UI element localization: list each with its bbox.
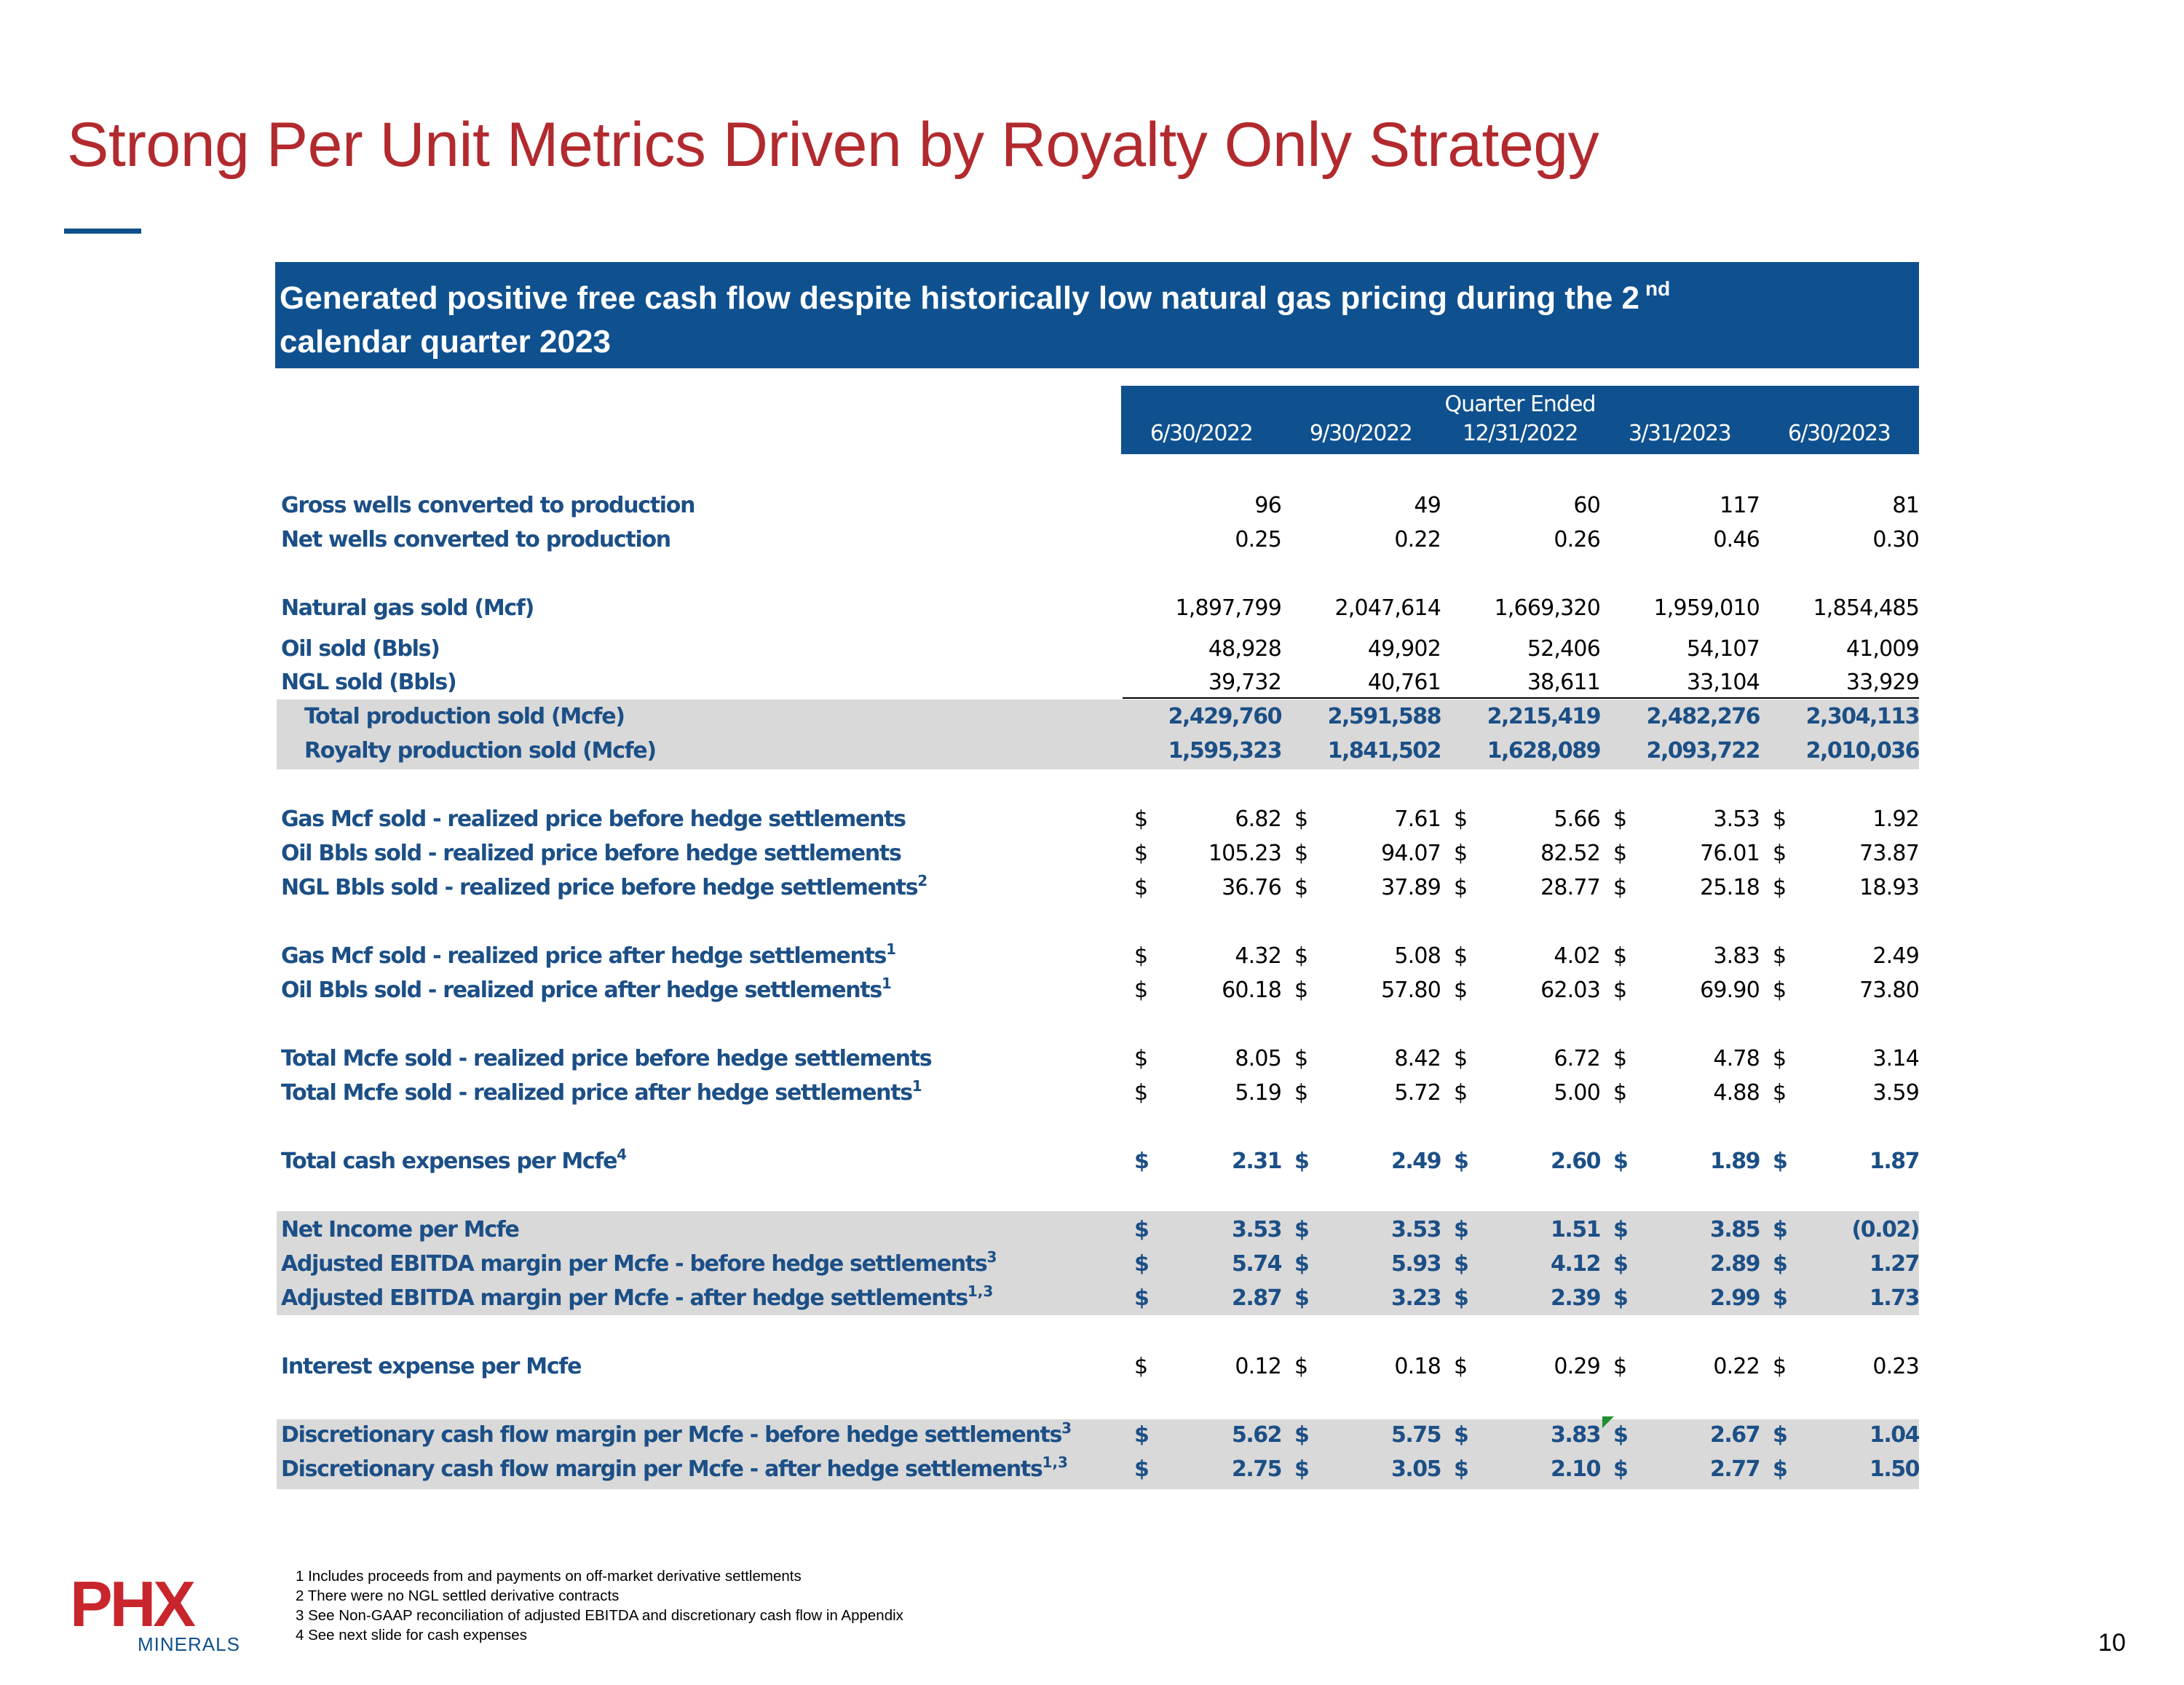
table-cell: 1.27	[1869, 1251, 1919, 1277]
banner-text: Generated positive free cash flow despite historically low natural gas pricing during the 2	[280, 280, 1640, 316]
currency-symbol: $	[1454, 1422, 1468, 1448]
cell-comment-marker	[1602, 1416, 1614, 1428]
table-cell: 4.02	[1554, 943, 1600, 969]
table-row	[0, 939, 2184, 973]
table-cell: 4.88	[1713, 1080, 1760, 1106]
row-label-text: Oil Bbls sold - realized price before hedge settlements	[281, 841, 901, 866]
row-label-text: Net wells converted to production	[281, 527, 670, 552]
table-cell: 36.76	[1222, 875, 1281, 900]
table-cell: 28.77	[1540, 875, 1600, 900]
table-cell: 5.75	[1390, 1422, 1441, 1448]
currency-symbol: $	[1613, 806, 1628, 832]
quarter-header	[1121, 386, 1919, 454]
table-cell: 2.87	[1231, 1285, 1281, 1311]
table-cell: 40,761	[1367, 670, 1441, 695]
currency-symbol: $	[1613, 1046, 1628, 1071]
row-label	[281, 1042, 931, 1076]
currency-symbol: $	[1773, 1354, 1787, 1379]
currency-symbol: $	[1454, 978, 1468, 1003]
row-label-text: Total Mcfe sold - realized price before hedge settlements	[281, 1046, 932, 1071]
table-cell: 5.74	[1231, 1251, 1281, 1277]
table-cell: 5.93	[1390, 1251, 1441, 1277]
table-cell: 2,047,614	[1334, 595, 1441, 621]
currency-symbol: $	[1294, 875, 1309, 900]
currency-symbol: $	[1773, 1456, 1787, 1482]
table-cell: 37.89	[1381, 875, 1441, 900]
table-cell: 1,841,502	[1327, 738, 1441, 764]
currency-symbol: $	[1454, 1080, 1468, 1106]
currency-symbol: $	[1773, 978, 1787, 1003]
currency-symbol: $	[1134, 1080, 1149, 1106]
row-label-text: Adjusted EBITDA margin per Mcfe - after hedge settlements	[281, 1285, 968, 1311]
table-row	[0, 1213, 2184, 1247]
table-cell: 69.90	[1700, 978, 1760, 1003]
table-cell: 5.08	[1394, 943, 1441, 969]
currency-symbol: $	[1294, 1080, 1309, 1106]
currency-symbol: $	[1294, 1251, 1309, 1277]
column-header-date: 12/31/2022	[1463, 421, 1578, 446]
table-cell: 62.03	[1540, 978, 1600, 1003]
table-cell: 8.05	[1235, 1046, 1281, 1071]
footnote-ref: 3	[986, 1248, 997, 1266]
row-label	[281, 1213, 519, 1247]
table-cell: 5.62	[1231, 1422, 1281, 1448]
table-cell: 94.07	[1381, 841, 1441, 866]
currency-symbol: $	[1613, 943, 1628, 969]
table-cell: 2,215,419	[1487, 704, 1600, 729]
headline-banner	[275, 262, 1919, 368]
footnotes	[296, 1566, 903, 1645]
table-cell: 2.89	[1709, 1251, 1760, 1277]
footnote-ref: 1,3	[1042, 1454, 1068, 1471]
table-row	[0, 1349, 2184, 1384]
table-cell: 5.19	[1235, 1080, 1281, 1106]
table-cell: 81	[1892, 493, 1919, 518]
table-cell: 73.80	[1859, 978, 1919, 1003]
currency-symbol: $	[1134, 1285, 1149, 1311]
row-label-text: Gross wells converted to production	[281, 493, 695, 518]
currency-symbol: $	[1134, 1422, 1149, 1448]
table-row	[0, 523, 2184, 557]
row-label	[281, 632, 440, 666]
row-label-text: Gas Mcf sold - realized price after hedge settlements	[281, 943, 887, 969]
footnote-ref: 1,3	[967, 1282, 994, 1300]
table-cell: 2.99	[1709, 1285, 1760, 1311]
currency-symbol: $	[1134, 1046, 1149, 1071]
table-cell: 0.29	[1554, 1354, 1600, 1379]
currency-symbol: $	[1294, 1046, 1309, 1071]
row-label-text: Oil sold (Bbls)	[281, 636, 440, 662]
banner-text-line2: calendar quarter 2023	[280, 324, 611, 360]
row-label	[281, 488, 695, 523]
row-label	[281, 973, 892, 1007]
table-cell: 18.93	[1859, 875, 1919, 900]
footnote: 2 There were no NGL settled derivative contracts	[296, 1587, 620, 1604]
row-label	[281, 1452, 1068, 1486]
table-cell: 82.52	[1540, 841, 1600, 866]
currency-symbol: $	[1134, 1217, 1149, 1242]
currency-symbol: $	[1134, 875, 1149, 900]
table-cell: 3.23	[1390, 1285, 1441, 1311]
row-label	[281, 871, 927, 905]
currency-symbol: $	[1454, 943, 1468, 969]
row-label	[281, 1281, 993, 1315]
row-label	[281, 939, 896, 973]
phx-minerals-logo	[70, 1568, 252, 1655]
table-cell: 3.14	[1872, 1046, 1919, 1071]
table-cell: 5.00	[1554, 1080, 1600, 1106]
table-cell: 1.04	[1869, 1422, 1919, 1448]
currency-symbol: $	[1454, 1046, 1468, 1071]
table-cell: 6.72	[1554, 1046, 1600, 1071]
currency-symbol: $	[1294, 1149, 1309, 1174]
table-cell: 117	[1720, 493, 1760, 518]
table-row	[0, 699, 2184, 734]
table-cell: (0.02)	[1851, 1217, 1919, 1242]
currency-symbol: $	[1613, 875, 1628, 900]
page-title: Strong Per Unit Metrics Driven by Royalty Only Strategy	[67, 110, 1599, 180]
table-cell: 2.39	[1550, 1285, 1600, 1311]
table-cell: 73.87	[1859, 841, 1919, 866]
table-cell: 1.89	[1709, 1149, 1760, 1174]
column-header-date: 3/31/2023	[1628, 421, 1731, 446]
currency-symbol: $	[1773, 1217, 1787, 1242]
row-label	[281, 523, 670, 557]
table-row	[0, 1452, 2184, 1486]
currency-symbol: $	[1294, 806, 1309, 832]
table-cell: 0.30	[1872, 527, 1919, 552]
table-cell: 2,304,113	[1805, 704, 1919, 729]
row-label	[281, 1349, 581, 1384]
table-cell: 2,482,276	[1646, 704, 1760, 729]
table-cell: 2,010,036	[1805, 738, 1919, 764]
row-label-text: NGL sold (Bbls)	[281, 670, 456, 695]
row-label-text: Gas Mcf sold - realized price before hedge settlements	[281, 806, 906, 832]
row-label	[281, 1076, 922, 1110]
currency-symbol: $	[1613, 1149, 1628, 1174]
table-row	[0, 1281, 2184, 1315]
table-row	[0, 488, 2184, 523]
table-cell: 52,406	[1527, 636, 1600, 662]
table-cell: 3.59	[1872, 1080, 1919, 1106]
row-label-text: Discretionary cash flow margin per Mcfe - before hedge settlements	[281, 1422, 1062, 1448]
footnote-ref: 1	[881, 975, 892, 992]
currency-symbol: $	[1613, 978, 1628, 1003]
row-label-text: Interest expense per Mcfe	[281, 1354, 582, 1379]
currency-symbol: $	[1454, 1251, 1468, 1277]
table-cell: 5.72	[1394, 1080, 1441, 1106]
table-row	[0, 591, 2184, 625]
row-label	[281, 836, 901, 871]
footnote-ref: 1	[911, 1077, 922, 1095]
currency-symbol: $	[1454, 1285, 1468, 1311]
table-cell: 49	[1414, 493, 1441, 518]
table-cell: 3.83	[1713, 943, 1760, 969]
table-row	[0, 665, 2184, 699]
currency-symbol: $	[1613, 1422, 1628, 1448]
currency-symbol: $	[1773, 1149, 1787, 1174]
row-label-text: Total Mcfe sold - realized price after hedge settlements	[281, 1080, 912, 1106]
row-label-text: Adjusted EBITDA margin per Mcfe - before hedge settlements	[281, 1251, 987, 1277]
row-label-text: Net Income per Mcfe	[281, 1217, 519, 1242]
currency-symbol: $	[1773, 1046, 1787, 1071]
table-cell: 2,429,760	[1168, 704, 1281, 729]
footnote-ref: 4	[617, 1146, 628, 1163]
table-cell: 3.53	[1390, 1217, 1441, 1242]
column-header-date: 6/30/2022	[1150, 421, 1253, 446]
table-cell: 4.78	[1713, 1046, 1760, 1071]
footnote-ref: 3	[1061, 1419, 1072, 1437]
row-label	[281, 1144, 627, 1178]
table-cell: 49,902	[1367, 636, 1441, 662]
column-header-date: 9/30/2022	[1309, 421, 1412, 446]
table-row	[0, 632, 2184, 666]
footnote: 1 Includes proceeds from and payments on off-market derivative settlements	[296, 1568, 802, 1585]
row-label	[304, 699, 625, 734]
currency-symbol: $	[1294, 943, 1309, 969]
table-cell: 3.05	[1390, 1456, 1441, 1482]
table-cell: 3.53	[1713, 806, 1760, 832]
row-label-text: Natural gas sold (Mcf)	[281, 595, 534, 621]
table-cell: 0.18	[1394, 1354, 1441, 1379]
table-row	[0, 1076, 2184, 1110]
table-cell: 1.92	[1872, 806, 1919, 832]
footnote: 4 See next slide for cash expenses	[296, 1627, 527, 1644]
row-label-text: NGL Bbls sold - realized price before hedge settlements	[281, 875, 918, 900]
table-cell: 2.77	[1709, 1456, 1760, 1482]
table-cell: 38,611	[1527, 670, 1600, 695]
currency-symbol: $	[1613, 1456, 1628, 1482]
table-cell: 3.53	[1231, 1217, 1281, 1242]
table-cell: 57.80	[1381, 978, 1441, 1003]
currency-symbol: $	[1613, 1285, 1628, 1311]
table-cell: 105.23	[1208, 841, 1281, 866]
currency-symbol: $	[1454, 1456, 1468, 1482]
currency-symbol: $	[1773, 1285, 1787, 1311]
page-number: 10	[2098, 1629, 2126, 1657]
currency-symbol: $	[1454, 841, 1468, 866]
table-row	[0, 973, 2184, 1007]
row-label	[281, 665, 456, 699]
row-label-text: Total production sold (Mcfe)	[304, 704, 625, 729]
table-cell: 0.23	[1872, 1354, 1919, 1379]
footnote-ref: 1	[886, 940, 897, 958]
currency-symbol: $	[1134, 978, 1149, 1003]
currency-symbol: $	[1134, 1149, 1149, 1174]
table-cell: 0.22	[1713, 1354, 1760, 1379]
currency-symbol: $	[1454, 875, 1468, 900]
table-row	[0, 1042, 2184, 1076]
currency-symbol: $	[1294, 1217, 1309, 1242]
table-cell: 0.46	[1713, 527, 1760, 552]
table-cell: 2.67	[1709, 1422, 1760, 1448]
currency-symbol: $	[1294, 1422, 1309, 1448]
table-cell: 60.18	[1222, 978, 1281, 1003]
currency-symbol: $	[1773, 1080, 1787, 1106]
table-cell: 1,854,485	[1813, 595, 1919, 621]
table-cell: 60	[1573, 493, 1600, 518]
table-cell: 1,628,089	[1487, 738, 1600, 764]
row-label	[281, 1247, 997, 1281]
currency-symbol: $	[1454, 1149, 1468, 1174]
table-row	[0, 1418, 2184, 1452]
table-cell: 0.25	[1235, 527, 1281, 552]
row-label-text: Discretionary cash flow margin per Mcfe - after hedge settlements	[281, 1456, 1042, 1482]
currency-symbol: $	[1613, 1217, 1628, 1242]
table-cell: 0.12	[1235, 1354, 1281, 1379]
row-label	[281, 802, 906, 836]
currency-symbol: $	[1773, 943, 1787, 969]
row-label	[304, 734, 656, 768]
currency-symbol: $	[1613, 1354, 1628, 1379]
currency-symbol: $	[1454, 1354, 1468, 1379]
currency-symbol: $	[1294, 1456, 1309, 1482]
row-label-text: Total cash expenses per Mcfe	[281, 1149, 617, 1174]
table-cell: 3.85	[1709, 1217, 1760, 1242]
table-cell: 1.50	[1869, 1456, 1919, 1482]
row-label	[281, 591, 534, 625]
table-cell: 1.73	[1869, 1285, 1919, 1311]
currency-symbol: $	[1454, 1217, 1468, 1242]
table-cell: 2.60	[1550, 1149, 1600, 1174]
table-row	[0, 734, 2184, 768]
table-cell: 1.51	[1550, 1217, 1600, 1242]
table-cell: 2.49	[1390, 1149, 1441, 1174]
table-cell: 1,897,799	[1175, 595, 1281, 621]
column-header-date: 6/30/2023	[1787, 421, 1891, 446]
banner-superscript: nd	[1645, 277, 1671, 300]
currency-symbol: $	[1613, 841, 1628, 866]
table-cell: 54,107	[1686, 636, 1760, 662]
table-cell: 1,595,323	[1168, 738, 1281, 764]
currency-symbol: $	[1294, 1285, 1309, 1311]
currency-symbol: $	[1773, 841, 1787, 866]
currency-symbol: $	[1773, 1251, 1787, 1277]
table-row	[0, 1144, 2184, 1178]
table-row	[0, 871, 2184, 905]
currency-symbol: $	[1773, 1422, 1787, 1448]
table-cell: 33,104	[1686, 670, 1760, 695]
table-cell: 6.82	[1235, 806, 1281, 832]
currency-symbol: $	[1294, 1354, 1309, 1379]
table-row	[0, 1247, 2184, 1281]
table-cell: 2.75	[1231, 1456, 1281, 1482]
currency-symbol: $	[1134, 1456, 1149, 1482]
table-cell: 41,009	[1845, 636, 1919, 662]
table-cell: 8.42	[1394, 1046, 1441, 1071]
table-cell: 4.32	[1235, 943, 1281, 969]
table-cell: 1,959,010	[1653, 595, 1760, 621]
footnote: 3 See Non-GAAP reconciliation of adjusted EBITDA and discretionary cash flow in Appendix	[296, 1607, 903, 1624]
table-cell: 96	[1254, 493, 1281, 518]
table-cell: 2,093,722	[1646, 738, 1760, 764]
currency-symbol: $	[1134, 806, 1149, 832]
row-label-text: Royalty production sold (Mcfe)	[304, 738, 656, 764]
logo-wordmark: PHX	[70, 1568, 193, 1640]
table-cell: 3.83	[1550, 1422, 1600, 1448]
currency-symbol: $	[1134, 1354, 1149, 1379]
table-cell: 2,591,588	[1327, 704, 1441, 729]
table-cell: 7.61	[1394, 806, 1441, 832]
logo-subtitle: MINERALS	[138, 1633, 240, 1655]
footnote-ref: 2	[917, 872, 928, 889]
table-cell: 2.31	[1231, 1149, 1281, 1174]
table-cell: 1,669,320	[1494, 595, 1600, 621]
row-label	[281, 1418, 1072, 1452]
table-cell: 2.10	[1550, 1456, 1600, 1482]
currency-symbol: $	[1773, 806, 1787, 832]
currency-symbol: $	[1613, 1080, 1628, 1106]
table-cell: 4.12	[1550, 1251, 1600, 1277]
table-cell: 2.49	[1872, 943, 1919, 969]
currency-symbol: $	[1134, 943, 1149, 969]
table-cell: 33,929	[1845, 670, 1919, 695]
table-cell: 25.18	[1700, 875, 1760, 900]
title-underline	[64, 229, 141, 234]
row-label-text: Oil Bbls sold - realized price after hedge settlements	[281, 978, 882, 1003]
currency-symbol: $	[1294, 978, 1309, 1003]
table-cell: 48,928	[1208, 636, 1281, 662]
table-cell: 5.66	[1554, 806, 1600, 832]
table-cell: 0.26	[1554, 527, 1600, 552]
currency-symbol: $	[1294, 841, 1309, 866]
currency-symbol: $	[1773, 875, 1787, 900]
table-cell: 39,732	[1208, 670, 1281, 695]
currency-symbol: $	[1134, 841, 1149, 866]
table-cell: 76.01	[1700, 841, 1760, 866]
currency-symbol: $	[1454, 806, 1468, 832]
table-row	[0, 802, 2184, 836]
currency-symbol: $	[1613, 1251, 1628, 1277]
table-cell: 0.22	[1394, 527, 1441, 552]
table-cell: 1.87	[1869, 1149, 1919, 1174]
table-row	[0, 836, 2184, 871]
quarter-ended-label: Quarter Ended	[1444, 392, 1596, 417]
currency-symbol: $	[1134, 1251, 1149, 1277]
